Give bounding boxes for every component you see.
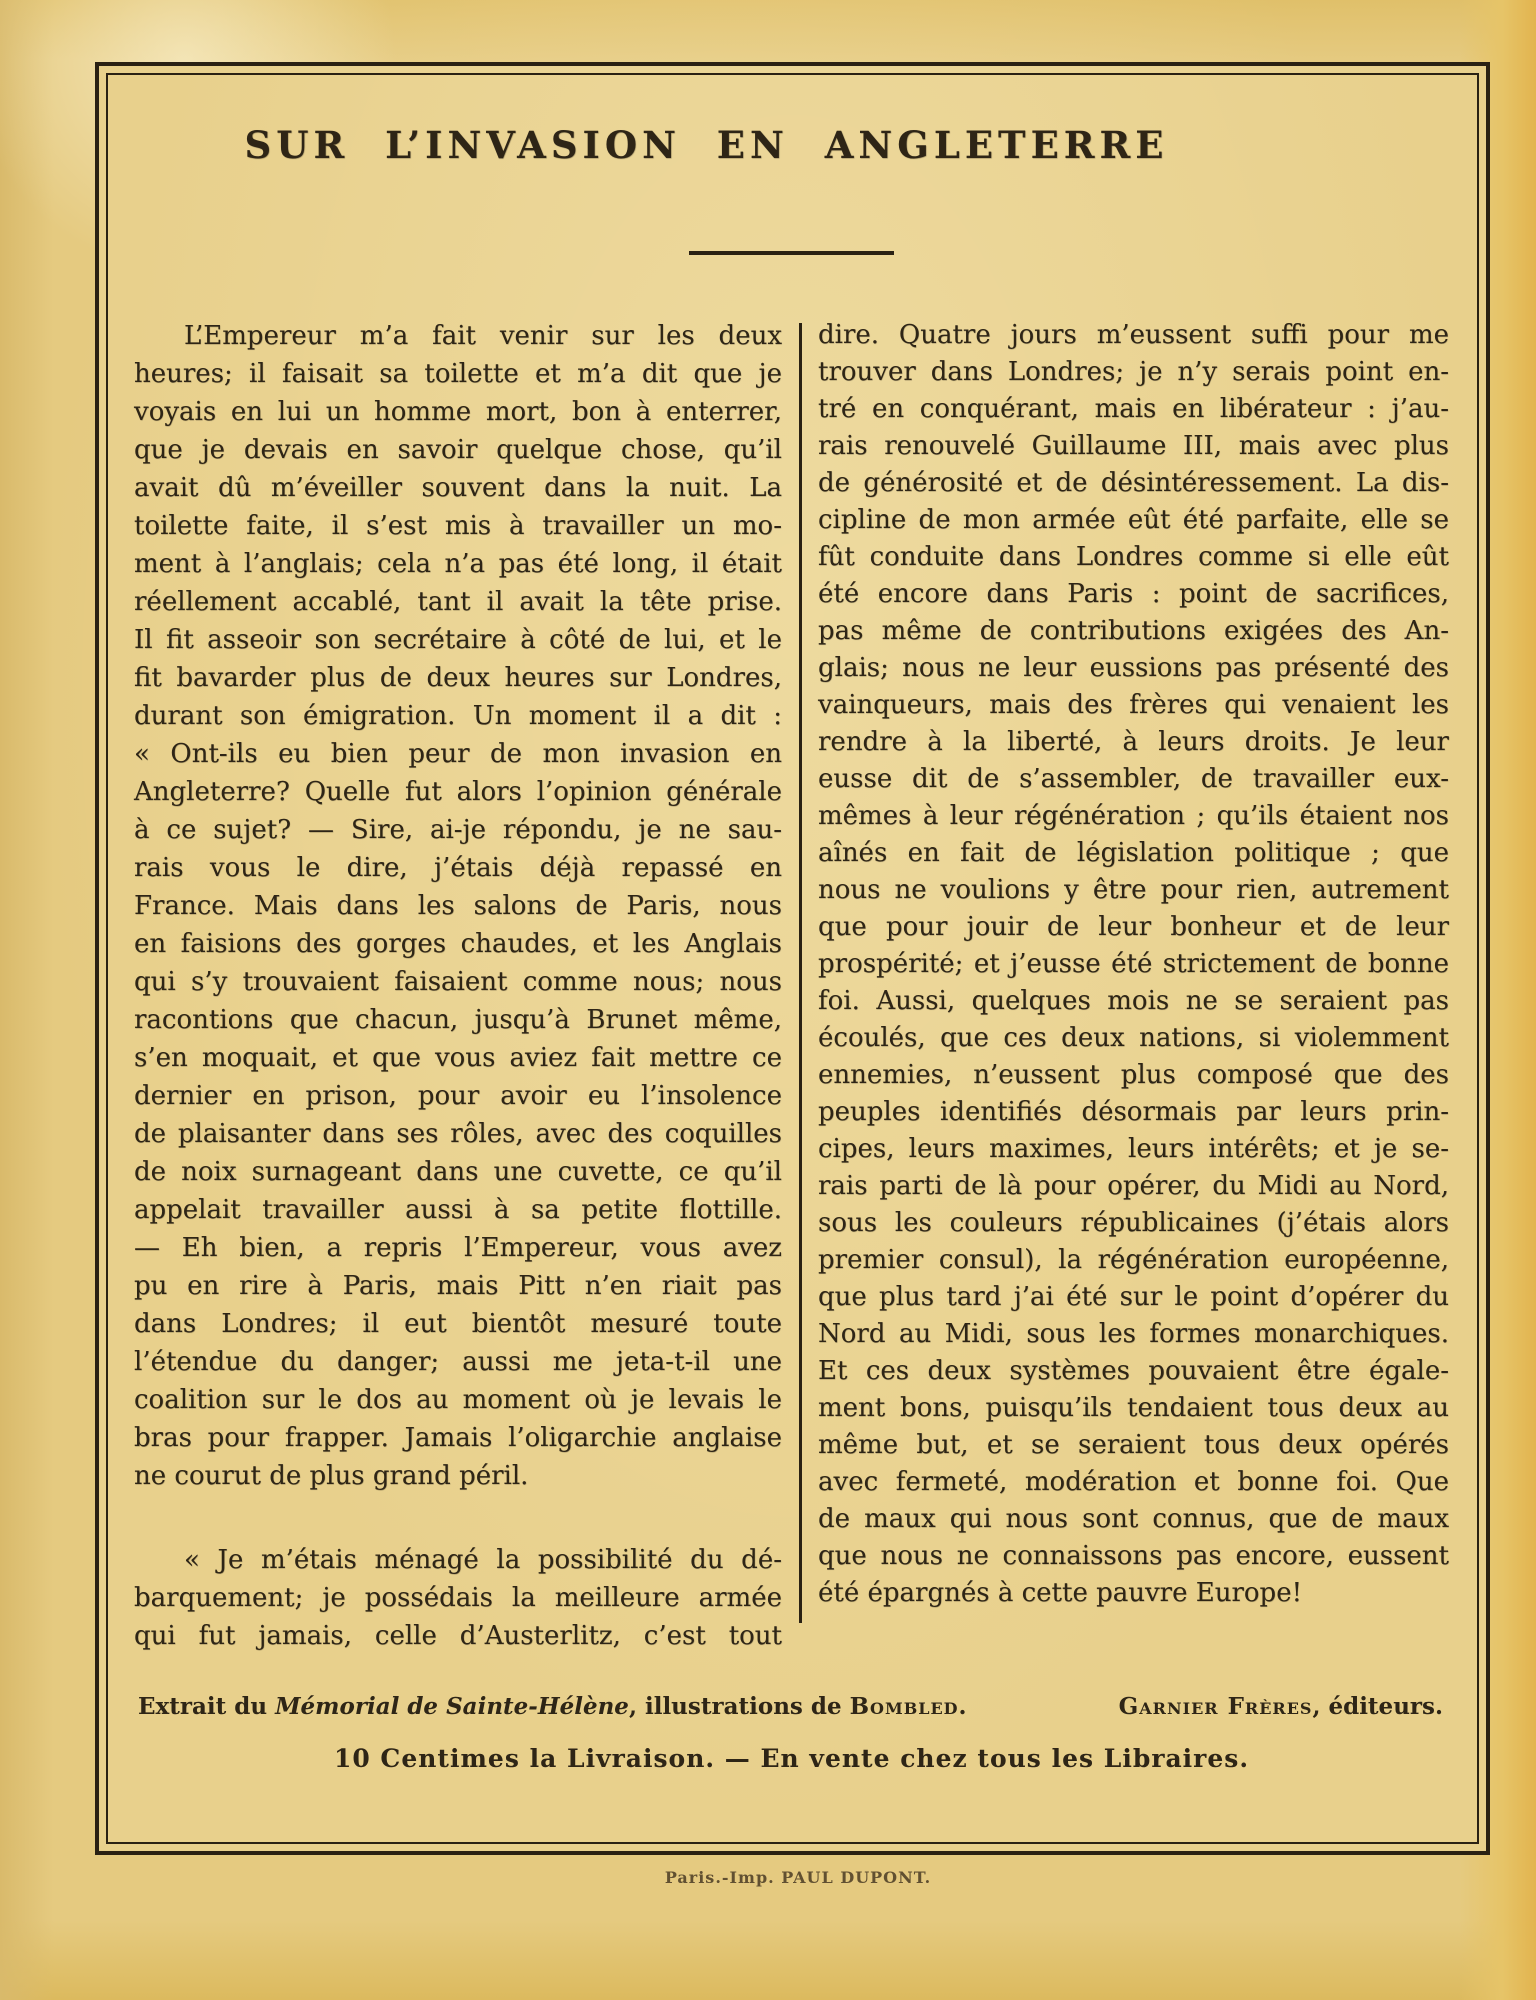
footer-publisher xyxy=(1119,1693,1443,1720)
text-line: que nous ne connaissons pas encore, eussent xyxy=(818,1541,1449,1571)
text-line: été encore dans Paris : point de sacrifices, xyxy=(818,579,1449,609)
credit-work-title: Mémorial de Sainte-Hélène xyxy=(275,1693,629,1720)
text-line: Il fit asseoir son secrétaire à côté de lui, et le xyxy=(134,625,782,655)
publisher-name: Garnier Frères xyxy=(1118,1693,1313,1720)
column-left xyxy=(134,317,782,1655)
text-line: que plus tard j’ai été sur le point d’opérer du xyxy=(818,1282,1449,1312)
text-line: nous ne voulions y être pour rien, autrement xyxy=(818,875,1449,905)
text-line: barquement; je possédais la meilleure armée xyxy=(134,1583,782,1613)
text-line: même but, et se seraient tous deux opérés xyxy=(818,1430,1449,1460)
text-line: coalition sur le dos au moment où je levais le xyxy=(134,1385,782,1415)
credit-middle: , illustrations de xyxy=(628,1693,850,1720)
page-frame xyxy=(95,62,1490,1855)
text-line: glais; nous ne leur eussions pas présenté des xyxy=(818,653,1449,683)
page-frame-inner xyxy=(106,73,1479,1844)
column-divider xyxy=(799,323,802,1623)
text-line: l’étendue du danger; aussi me jeta-t-il une xyxy=(134,1347,782,1377)
text-line: bras pour frapper. Jamais l’oligarchie anglaise xyxy=(134,1423,782,1453)
text-line: Et ces deux systèmes pouvaient être égale- xyxy=(818,1356,1449,1386)
text-line: dire. Quatre jours m’eussent suffi pour me xyxy=(818,320,1449,350)
text-line: Nord au Midi, sous les formes monarchiques. xyxy=(818,1319,1449,1349)
text-line: pas même de contributions exigées des An- xyxy=(818,616,1449,646)
credit-artist: Bombled xyxy=(849,1693,959,1720)
text-line: dernier en prison, pour avoir eu l’insolence xyxy=(134,1081,782,1111)
text-line: cipes, leurs maximes, leurs intérêts; et je se- xyxy=(818,1134,1449,1164)
printer-imprint: Paris.-Imp. PAUL DUPONT. xyxy=(664,1868,932,1887)
text-line: Angleterre? Quelle fut alors l’opinion générale xyxy=(134,777,782,807)
text-line: prospérité; et j’eusse été strictement de bonne xyxy=(818,949,1449,979)
text-line: cipline de mon armée eût été parfaite, elle se xyxy=(818,505,1449,535)
paragraph xyxy=(134,317,782,1495)
text-line: France. Mais dans les salons de Paris, nous xyxy=(134,891,782,921)
text-line: qui s’y trouvaient faisaient comme nous; nous xyxy=(134,967,782,997)
text-line: rais vous le dire, j’étais déjà repassé en xyxy=(134,853,782,883)
paragraph xyxy=(134,1541,782,1655)
text-line: heures; il faisait sa toilette et m’a dit que je xyxy=(134,359,782,389)
text-line: ment à l’anglais; cela n’a pas été long, il était xyxy=(134,549,782,579)
text-line: rendre à la liberté, à leurs droits. Je leur xyxy=(818,727,1449,757)
text-line: mêmes à leur régénération ; qu’ils étaient nos xyxy=(818,801,1449,831)
text-line: avec fermeté, modération et bonne foi. Que xyxy=(818,1467,1449,1497)
text-line: dans Londres; il eut bientôt mesuré toute xyxy=(134,1309,782,1339)
text-line: durant son émigration. Un moment il a dit : xyxy=(134,701,782,731)
publisher-rest: , éditeurs. xyxy=(1312,1693,1443,1720)
column-gutter xyxy=(782,317,818,1655)
credit-end: . xyxy=(958,1693,967,1720)
text-line: « Ont-ils eu bien peur de mon invasion en xyxy=(134,739,782,769)
text-line: pu en rire à Paris, mais Pitt n’en riait pas xyxy=(134,1271,782,1301)
text-line: eusse dit de s’assembler, de travailler eux- xyxy=(818,764,1449,794)
footer-price: 10 Centimes la Livraison. — En vente chez tous les Libraires. xyxy=(333,1744,1250,1773)
text-line: été épargnés à cette pauvre Europe! xyxy=(818,1578,1303,1608)
text-line: tré en conquérant, mais en libérateur : j’au- xyxy=(818,394,1449,424)
text-line: qui fut jamais, celle d’Austerlitz, c’est tout xyxy=(134,1621,782,1651)
text-line: que pour jouir de leur bonheur et de leur xyxy=(818,912,1449,942)
text-line: avait dû m’éveiller souvent dans la nuit. La xyxy=(134,473,782,503)
text-line: en faisions des gorges chaudes, et les Anglais xyxy=(134,929,782,959)
paragraph xyxy=(818,317,1449,1612)
title-rule xyxy=(689,251,894,255)
text-line: ennemies, n’eussent plus composé que des xyxy=(818,1060,1449,1090)
text-line: de générosité et de désintéressement. La dis- xyxy=(818,468,1449,498)
text-line: — Eh bien, a repris l’Empereur, vous avez xyxy=(134,1233,782,1263)
text-columns xyxy=(134,317,1449,1655)
text-line: L’Empereur m’a fait venir sur les deux xyxy=(184,321,782,351)
text-line: sous les couleurs républicaines (j’étais alors xyxy=(818,1208,1449,1238)
text-line: de plaisanter dans ses rôles, avec des coquilles xyxy=(134,1119,782,1149)
column-right xyxy=(818,317,1449,1655)
credit-prefix: Extrait du xyxy=(138,1693,276,1720)
text-line: foi. Aussi, quelques mois ne se seraient pas xyxy=(818,986,1449,1016)
text-line: que je devais en savoir quelque chose, qu’il xyxy=(134,435,782,465)
text-line: de maux qui nous sont connus, que de maux xyxy=(818,1504,1449,1534)
text-line: écoulés, que ces deux nations, si violemment xyxy=(818,1023,1449,1053)
text-line: « Je m’étais ménagé la possibilité du dé- xyxy=(184,1545,782,1575)
footer-credit xyxy=(138,1693,967,1720)
text-line: ne courut de plus grand péril. xyxy=(134,1461,529,1491)
text-line: premier consul), la régénération européenne, xyxy=(818,1245,1449,1275)
text-line: racontions que chacun, jusqu’à Brunet même, xyxy=(134,1005,782,1035)
text-line: rais renouvelé Guillaume III, mais avec plus xyxy=(818,431,1449,461)
text-line: aînés en fait de législation politique ; que xyxy=(818,838,1449,868)
text-line: trouver dans Londres; je n’y serais point en- xyxy=(818,357,1449,387)
text-line: fût conduite dans Londres comme si elle eût xyxy=(818,542,1449,572)
text-line: peuples identifiés désormais par leurs prin- xyxy=(818,1097,1449,1127)
text-line: s’en moquait, et que vous aviez fait mettre ce xyxy=(134,1043,782,1073)
text-line: ment bons, puisqu’ils tendaient tous deux au xyxy=(818,1393,1449,1423)
text-line: voyais en lui un homme mort, bon à enterrer, xyxy=(134,397,782,427)
page-title: SUR L’INVASION EN ANGLETERRE xyxy=(244,123,1169,167)
text-line: réellement accablé, tant il avait la tête prise. xyxy=(134,587,782,617)
text-line: vainqueurs, mais des frères qui venaient les xyxy=(818,690,1449,720)
text-line: à ce sujet? — Sire, ai-je répondu, je ne sau- xyxy=(134,815,782,845)
footer-row xyxy=(134,1693,1449,1720)
text-line: toilette faite, il s’est mis à travailler un mo- xyxy=(134,511,782,541)
text-line: appelait travailler aussi à sa petite flottille. xyxy=(134,1195,782,1225)
text-line: de noix surnageant dans une cuvette, ce qu’il xyxy=(134,1157,782,1187)
text-line: rais parti de là pour opérer, du Midi au Nord, xyxy=(818,1171,1449,1201)
text-line: fit bavarder plus de deux heures sur Londres, xyxy=(134,663,782,693)
